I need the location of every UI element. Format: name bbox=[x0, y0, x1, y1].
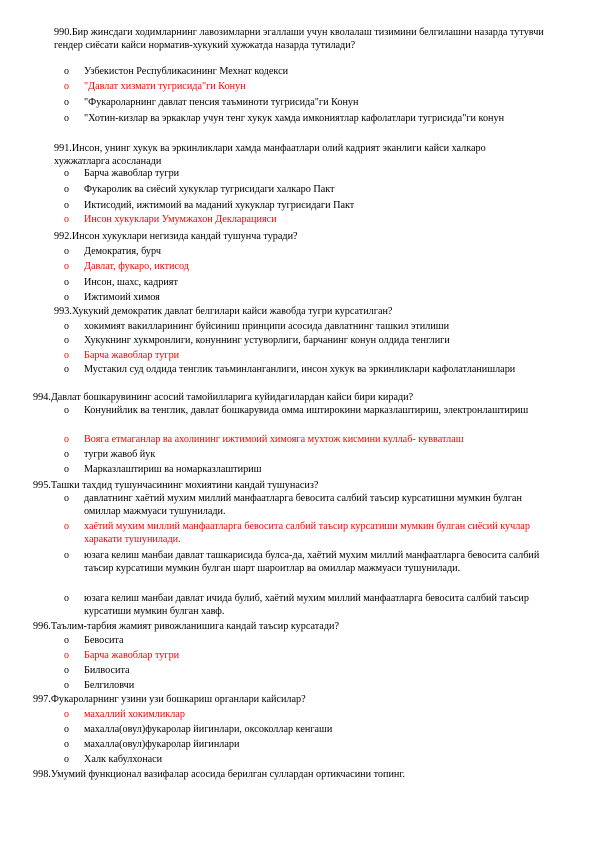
question-992 bbox=[54, 230, 514, 243]
bullet-icon: o bbox=[64, 464, 69, 475]
answer-option: махалла(овул)фукаролар йигинлари bbox=[84, 739, 240, 750]
question-number: 994. bbox=[33, 392, 51, 403]
bullet-icon: o bbox=[64, 113, 69, 124]
answer-option-correct: Инсон хукуклари Умумжахон Декларацияси bbox=[84, 214, 277, 225]
bullet-icon: o bbox=[64, 724, 69, 735]
answer-option: юзага келиш манбаи давлат ташкарисида булса-да, хаётий мухим миллий манфаатларга бевосита салбий таъсир курсатиши мумкин булган шарт шароитлар ва омиллар мажмуаси тушунилади. bbox=[84, 550, 540, 575]
question-text: Хукукий демократик давлат белгилари кайси жавобда тугри курсатилган? bbox=[71, 306, 393, 317]
answer-option: Барча жавоблар тугри bbox=[84, 168, 180, 179]
bullet-icon: o bbox=[64, 335, 69, 346]
answer-option-correct: "Давлат хизмати тугрисида"ги Конун bbox=[84, 81, 246, 92]
bullet-icon: o bbox=[64, 200, 69, 211]
bullet-icon: o bbox=[64, 739, 69, 750]
bullet-icon: o bbox=[64, 521, 69, 532]
question-number: 998. bbox=[33, 769, 51, 780]
bullet-icon: o bbox=[64, 709, 69, 720]
bullet-icon: o bbox=[64, 754, 69, 765]
bullet-icon: o bbox=[64, 321, 69, 332]
question-991 bbox=[54, 142, 514, 168]
bullet-icon: o bbox=[64, 593, 69, 604]
question-990 bbox=[54, 26, 564, 52]
bullet-icon: o bbox=[64, 493, 69, 504]
answer-option: Фукаролик ва сиёсий хукуклар тугрисидаги халкаро Пакт bbox=[84, 184, 335, 195]
bullet-icon: o bbox=[64, 97, 69, 108]
answer-option: Халк кабулхонаси bbox=[84, 754, 163, 765]
question-number: 990. bbox=[54, 27, 72, 38]
answer-option: Билвосита bbox=[84, 665, 130, 676]
question-997 bbox=[33, 693, 513, 706]
answer-option: "Фукароларнинг давлат пенсия таъминоти тугрисида"ги Конун bbox=[84, 97, 359, 108]
question-number: 992. bbox=[54, 231, 72, 242]
question-number: 997. bbox=[33, 694, 51, 705]
answer-option-correct: махаллий хокимликлар bbox=[84, 709, 185, 720]
question-text: Инсон, унинг хукук ва эркинликлари хамда манфаатлари олий кадрият эканлиги кайси халкаро хужжатларга асосланади bbox=[54, 143, 486, 168]
question-993 bbox=[54, 305, 514, 318]
answer-option-correct: Барча жавоблар тугри bbox=[84, 350, 180, 361]
answer-option-correct: Давлат, фукаро, иктисод bbox=[84, 261, 189, 272]
question-text: Ташки тахдид тушунчасининг мохиятини кандай тушунасиз? bbox=[50, 480, 319, 491]
answer-option: Ижтимоий химоя bbox=[84, 292, 160, 303]
bullet-icon: o bbox=[64, 635, 69, 646]
answer-option: Иктисодий, ижтимоий ва маданий хукуклар тугрисидаги Пакт bbox=[84, 200, 355, 211]
answer-option: давлатнинг хаётий мухим миллий манфаатларга бевосита салбий таъсир курсатишни мумкин булган омиллар мажмуаси тушунилади. bbox=[84, 493, 522, 518]
bullet-icon: o bbox=[64, 81, 69, 92]
answer-option: Узбекистон Республикасининг Мехнат кодекси bbox=[84, 66, 289, 77]
bullet-icon: o bbox=[64, 184, 69, 195]
answer-option: Белгиловчи bbox=[84, 680, 135, 691]
answer-option: юзага келиш манбаи давлат ичида булиб, хаётий мухим миллий манфаатларга бевосита салбий таъсир курсатиши мумкин булган хавф. bbox=[84, 593, 529, 618]
answer-option: "Хотин-кизлар ва эркаклар учун тенг хукук хамда имкониятлар кафолатлари тугрисида"ги конун bbox=[84, 113, 505, 124]
bullet-icon: o bbox=[64, 168, 69, 179]
question-number: 996. bbox=[33, 621, 51, 632]
question-995 bbox=[33, 479, 513, 492]
answer-option: Демократия, бурч bbox=[84, 246, 161, 257]
question-994 bbox=[33, 391, 513, 404]
bullet-icon: o bbox=[64, 665, 69, 676]
question-text: Бир жинсдаги ходимларнинг лавозимларни эгаллаши учун кволалаш тизимини белгилашни назарда тутувчи гендер сиёсати кайси норматив-хукукий хужжатда назарда тутилади? bbox=[54, 27, 544, 52]
answer-option: махалла(овул)фукаролар йигинлари, оксоколлар кенгаши bbox=[84, 724, 333, 735]
answer-option-correct: Вояга етмаганлар ва ахолининг ижтимоий химояга мухтож кисмини куллаб- кувватлаш bbox=[84, 434, 464, 445]
question-number: 993. bbox=[54, 306, 72, 317]
question-number: 991. bbox=[54, 143, 72, 154]
question-text: Таълим-тарбия жамият ривожланишига кандай таъсир курсатади? bbox=[50, 621, 339, 632]
question-996 bbox=[33, 620, 513, 633]
answer-option-correct: хаётий мухим миллий манфаатларга бевосита салбий таъсир курсатиши мумкин булган сиёсий кучлар харакати тушунилади. bbox=[84, 521, 530, 546]
answer-option: Бевосита bbox=[84, 635, 124, 646]
bullet-icon: o bbox=[64, 680, 69, 691]
bullet-icon: o bbox=[64, 350, 69, 361]
bullet-icon: o bbox=[64, 364, 69, 375]
answer-option: хокимият вакилларининг буйсиниш принципи асосида давлатнинг ташкил этилиши bbox=[84, 321, 450, 332]
answer-option: Хукукнинг хукмронлиги, конуннинг устуворлиги, барчанинг конун олдида тенглиги bbox=[84, 335, 450, 346]
bullet-icon: o bbox=[64, 66, 69, 77]
bullet-icon: o bbox=[64, 292, 69, 303]
question-text: Давлат бошкарувининг асосий тамойилларига куйидагилардан кайси бири киради? bbox=[50, 392, 414, 403]
question-text: Умумий функционал вазифалар асосида берилган суллардан ортикчасини топинг. bbox=[50, 769, 405, 780]
bullet-icon: o bbox=[64, 261, 69, 272]
question-text: Фукароларнинг узини узи бошкариш органлари кайсилар? bbox=[50, 694, 306, 705]
question-text: Инсон хукуклари негизида кандай тушунча туради? bbox=[71, 231, 298, 242]
answer-option: Марказлаштириш ва номарказлаштириш bbox=[84, 464, 262, 475]
bullet-icon: o bbox=[64, 650, 69, 661]
bullet-icon: o bbox=[64, 277, 69, 288]
bullet-icon: o bbox=[64, 246, 69, 257]
question-number: 995. bbox=[33, 480, 51, 491]
bullet-icon: o bbox=[64, 449, 69, 460]
bullet-icon: o bbox=[64, 214, 69, 225]
answer-option: Мустакил суд олдида тенглик таъминланганлиги, инсон хукук ва эркинликлари кафолатланишлари bbox=[84, 364, 516, 375]
bullet-icon: o bbox=[64, 405, 69, 416]
answer-option: Конунийлик ва тенглик, давлат бошкарувида омма иштирокини марказлаштириш, электронлаштириш bbox=[84, 405, 529, 416]
answer-option: тугри жавоб йук bbox=[84, 449, 156, 460]
question-998 bbox=[33, 768, 513, 781]
bullet-icon: o bbox=[64, 550, 69, 561]
answer-option-correct: Барча жавоблар тугри bbox=[84, 650, 180, 661]
answer-option: Инсон, шахс, кадрият bbox=[84, 277, 178, 288]
bullet-icon: o bbox=[64, 434, 69, 445]
